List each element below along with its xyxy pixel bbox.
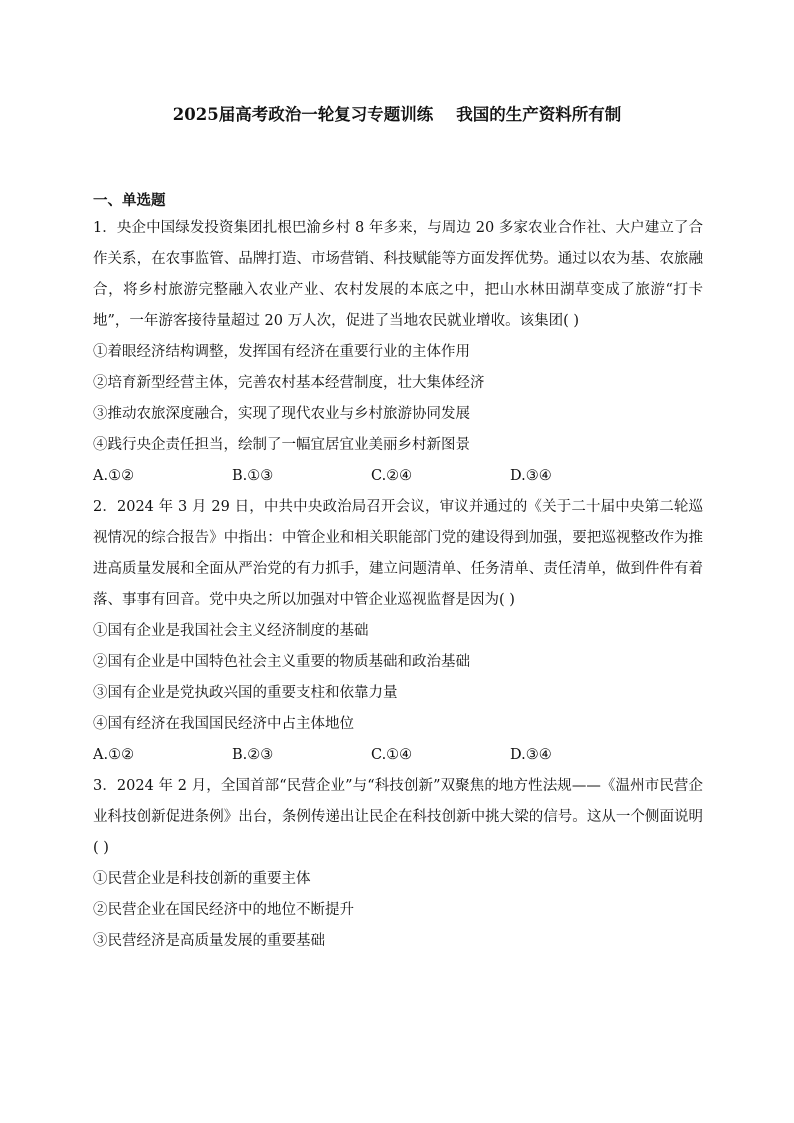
question-list [93, 213, 703, 957]
statement-option: ③国有企业是党执政兴国的重要支柱和依靠力量 [93, 685, 398, 701]
question-stem: 3．2024 年 2 月，全国首部“民营企业”与“科技创新”双聚焦的地方性法规——《温州市民营企业科技创新促进条例》出台，条例传递出让民企在科技创新中挑大梁的信号。这从一个侧面说明( ) [93, 778, 703, 856]
statement-option: ③民营经济是高质量发展的重要基础 [93, 933, 325, 949]
statement-option: ②民营企业在国民经济中的地位不断提升 [93, 902, 354, 918]
statement-option: ④国有经济在我国国民经济中占主体地位 [93, 716, 354, 732]
choice-c: C.②④ [371, 468, 413, 484]
statement-option: ③推动农旅深度融合，实现了现代农业与乡村旅游协同发展 [93, 406, 470, 422]
statement-option: ①着眼经济结构调整，发挥国有经济在重要行业的主体作用 [93, 344, 470, 360]
statement-option: ①国有企业是我国社会主义经济制度的基础 [93, 623, 369, 639]
question-1 [93, 213, 703, 492]
choice-b: B.①③ [232, 468, 274, 484]
answer-choices [93, 740, 703, 771]
choice-a: A.①② [93, 747, 135, 763]
choice-c: C.①④ [371, 747, 413, 763]
statement-option: ②国有企业是中国特色社会主义重要的物质基础和政治基础 [93, 654, 470, 670]
question-stem: 1．央企中国绿发投资集团扎根巴渝乡村 8 年多来，与周边 20 多家农业合作社、大户建立了合作关系，在农事监管、品牌打造、市场营销、科技赋能等方面发挥优势。通过以农为基、农旅融合，将乡村旅游完整融入农业产业、农村发展的本底之中，把山水林田湖草变成了旅游“打卡地”，一年游客接待量超过 20 万人次，促进了当地农民就业增收。该集团( ) [93, 220, 703, 329]
choice-a: A.①② [93, 468, 135, 484]
section-heading: 一、单选题 [93, 192, 166, 209]
question-3 [93, 771, 703, 957]
statement-option: ①民营企业是科技创新的重要主体 [93, 871, 311, 887]
question-2 [93, 492, 703, 771]
question-stem: 2．2024 年 3 月 29 日，中共中央政治局召开会议，审议并通过的《关于二十届中央第二轮巡视情况的综合报告》中指出：中管企业和相关职能部门党的建设得到加强，要把巡视整改作为推进高质量发展和全面从严治党的有力抓手，建立问题清单、任务清单、责任清单，做到件件有着落、事事有回音。党中央之所以加强对中管企业巡视监督是因为( ) [93, 499, 703, 608]
choice-b: B.②③ [232, 747, 274, 763]
choice-d: D.③④ [510, 468, 552, 484]
statement-option: ④践行央企责任担当，绘制了一幅宜居宜业美丽乡村新图景 [93, 437, 470, 453]
page-title: 2025届高考政治一轮复习专题训练 我国的生产资料所有制 [172, 105, 622, 124]
answer-choices [93, 461, 703, 492]
statement-option: ②培育新型经营主体，完善农村基本经营制度，壮大集体经济 [93, 375, 485, 391]
choice-d: D.③④ [510, 747, 552, 763]
